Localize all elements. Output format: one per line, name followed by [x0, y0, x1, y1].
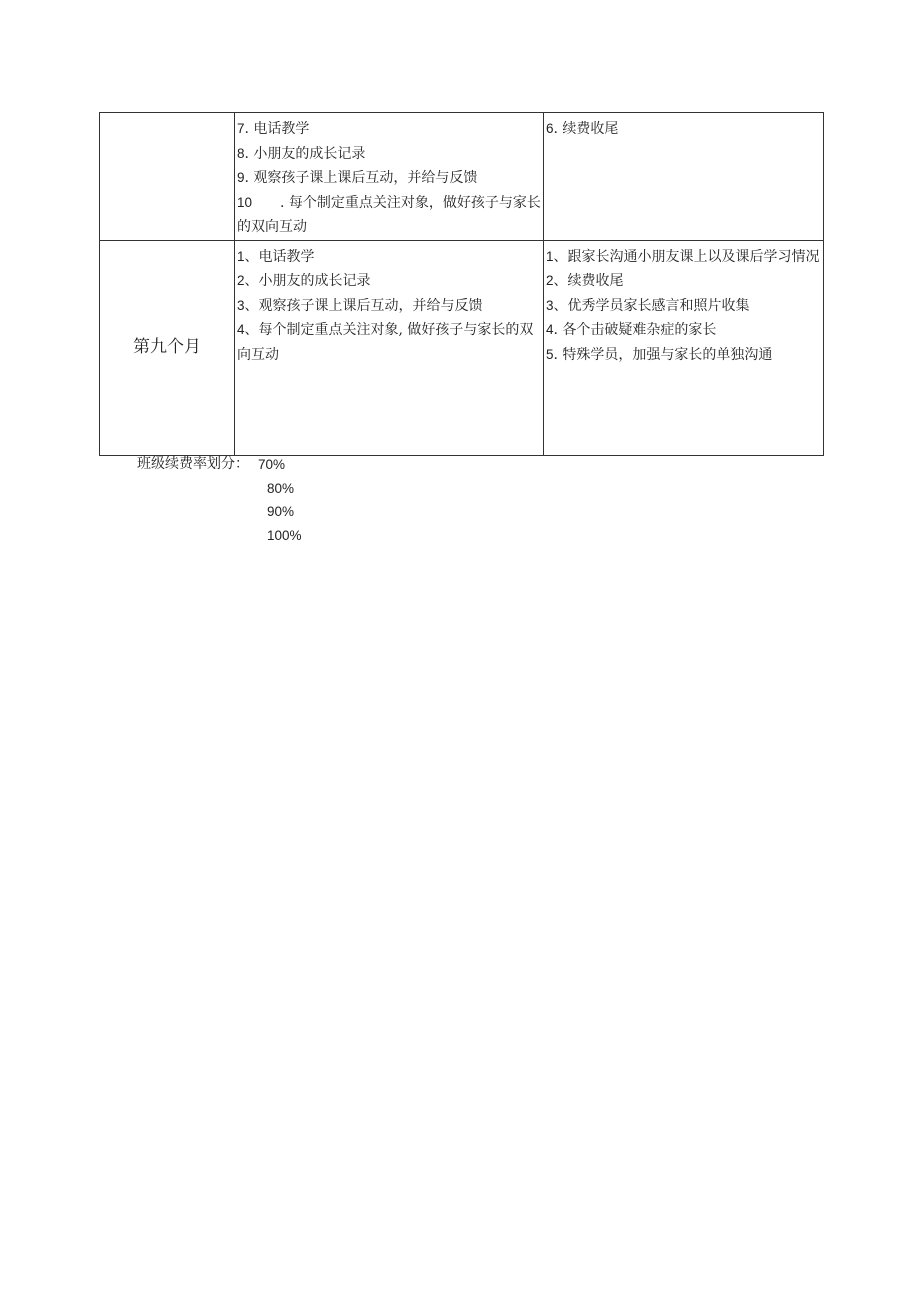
plan-table	[99, 112, 824, 456]
month-cell	[100, 113, 235, 241]
list-item: 8. 小朋友的成长记录	[237, 145, 366, 162]
list-item: 7. 电话教学	[237, 121, 310, 137]
month-cell: 第九个月	[100, 240, 235, 455]
table-row	[100, 113, 824, 241]
goals-cell	[544, 240, 824, 455]
tasks-cell	[235, 113, 544, 241]
list-item: 9. 观察孩子课上课后互动，并给与反馈	[237, 170, 478, 186]
list-item: 2、续费收尾	[546, 273, 624, 289]
rate-value: 100%	[267, 527, 302, 543]
tasks-cell	[235, 240, 544, 455]
rate-value: 80%	[267, 480, 295, 496]
list-item: 10 . 每个制定重点关注对象，做好孩子与家长的双向互动	[237, 194, 541, 235]
list-item: 3、观察孩子课上课后互动，并给与反馈	[237, 297, 483, 314]
renewal-rate-label: 班级续费率划分：	[137, 456, 249, 472]
list-item: 1、跟家长沟通小朋友课上以及课后学习情况	[546, 248, 820, 265]
table-row	[100, 240, 824, 455]
rate-value: 70%	[258, 457, 286, 472]
rate-value: 90%	[267, 504, 295, 519]
list-item: 2、小朋友的成长记录	[237, 273, 371, 289]
goals-cell	[544, 113, 824, 241]
list-item: 3、优秀学员家长感言和照片收集	[546, 297, 750, 314]
list-item: 1、电话教学	[237, 248, 315, 265]
list-item: 6. 续费收尾	[546, 121, 619, 137]
list-item: 5. 特殊学员，加强与家长的单独沟通	[546, 346, 773, 363]
list-item: 4、每个制定重点关注对象, 做好孩子与家长的双向互动	[237, 322, 534, 363]
renewal-rate-section	[137, 453, 302, 543]
list-item: 4. 各个击破疑难杂症的家长	[546, 322, 717, 338]
renewal-rate-values	[258, 453, 302, 547]
